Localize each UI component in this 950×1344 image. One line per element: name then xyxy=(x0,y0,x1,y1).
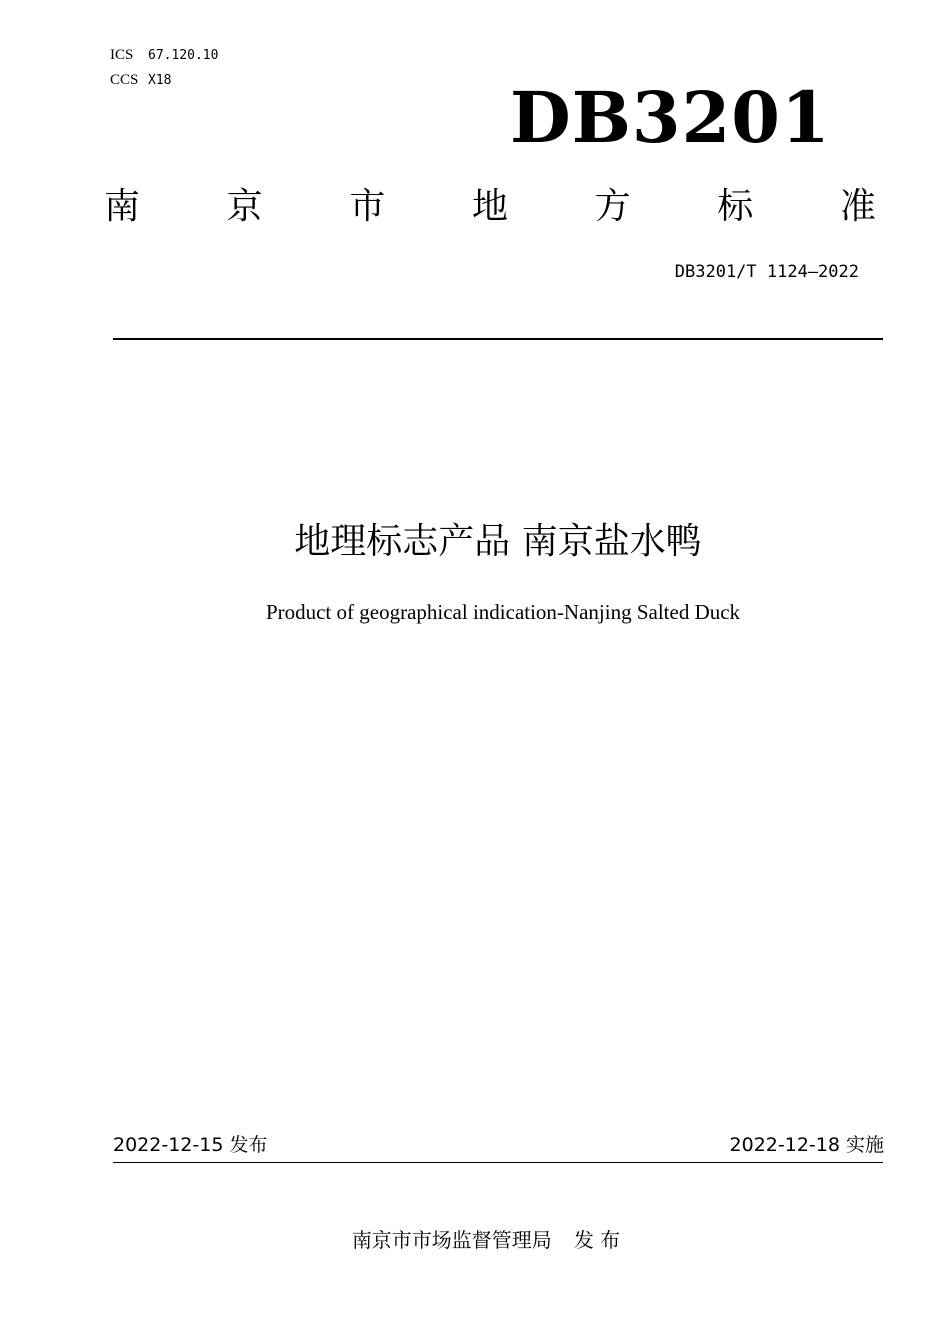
issue-label: 发布 xyxy=(229,1134,268,1156)
footer-divider xyxy=(113,1162,883,1163)
publisher-action: 发 布 xyxy=(573,1228,621,1252)
issue-date: 2022-12-15 xyxy=(113,1134,224,1156)
ccs-code xyxy=(110,71,171,90)
title-chinese: 地理标志产品 南京盐水鸭 xyxy=(294,521,702,562)
publisher-name: 南京市市场监督管理局 xyxy=(351,1228,552,1252)
document-type-heading xyxy=(104,182,876,232)
publisher-line xyxy=(0,1226,950,1254)
doc-type-char: 准 xyxy=(839,186,876,227)
doc-type-char: 市 xyxy=(349,186,386,227)
ccs-label: CCS xyxy=(110,72,139,88)
ccs-value: X18 xyxy=(148,73,172,88)
doc-type-char: 京 xyxy=(226,186,263,227)
implementation-date: 2022-12-18 xyxy=(729,1134,840,1156)
doc-type-char: 方 xyxy=(594,186,631,227)
issue-date-line xyxy=(113,1132,267,1158)
ics-value: 67.120.10 xyxy=(148,48,219,63)
implementation-date-line xyxy=(730,1132,884,1158)
implementation-label: 实施 xyxy=(845,1134,884,1156)
ics-label: ICS xyxy=(110,47,134,63)
header-divider xyxy=(113,338,883,340)
doc-type-char: 南 xyxy=(104,186,141,227)
doc-type-char: 地 xyxy=(471,186,508,227)
ics-code xyxy=(110,46,218,65)
standard-number: DB3201/T 1124—2022 xyxy=(674,262,859,282)
standard-logo: DB3201 xyxy=(510,76,831,159)
title-english: Product of geographical indication-Nanjing Salted Duck xyxy=(265,600,741,624)
doc-type-char: 标 xyxy=(717,186,754,227)
